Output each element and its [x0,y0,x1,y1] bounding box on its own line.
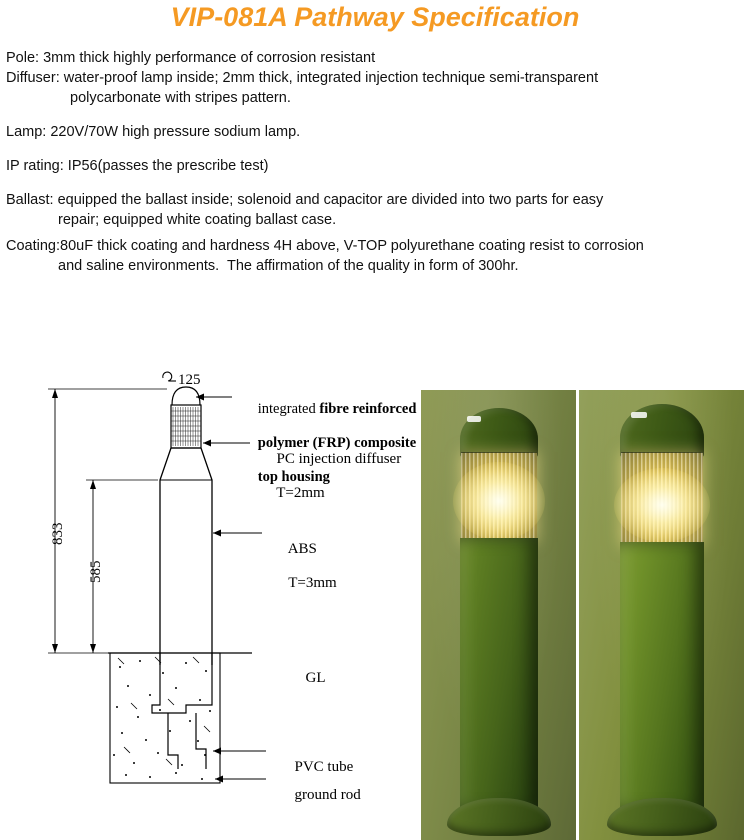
callout-diffuser-line2: T=2mm [276,485,325,501]
specification-text-block [6,48,746,276]
photo-body [460,538,538,810]
callout-abs [266,524,386,609]
callout-diffuser-line1: PC injection diffuser [276,451,402,467]
spec-line: and saline environments. The affirmation of the quality in form of 300hr. [58,258,519,274]
callout-ground-rod [272,770,361,821]
product-photo-left [421,390,576,840]
spec-line: Lamp: 220V/70W high pressure sodium lamp. [6,124,301,140]
photo-body [620,542,704,810]
spec-line: Ballast: equipped the ballast inside; solenoid and capacitor are divided into two parts for easy [6,192,604,208]
callout-top-housing-line3: top housing [257,469,330,485]
spacer [6,142,746,156]
callout-gl-line1: GL [305,670,326,686]
photo-diffuser [461,452,537,542]
spec-line: Pole: 3mm thick highly performance of corrosion resistant [6,50,376,66]
photo-diffuser [621,452,703,546]
technical-drawing [0,355,420,840]
product-photo-right [579,390,744,840]
dimension-pole-height: 585 [88,560,104,583]
spec-line: polycarbonate with stripes pattern. [70,90,291,106]
callout-top-housing-line2: polymer (FRP) composite [257,435,417,451]
callout-top-housing-line1-bold: fibre reinforced [319,401,417,417]
callout-top-housing-line1-plain: integrated [257,401,320,417]
photo-highlight [467,416,481,422]
callout-gl [283,653,326,704]
callout-pvc-tube-line1: PVC tube [294,759,354,775]
spec-line: Coating:80uF thick coating and hardness 4H above, V-TOP polyurethane coating resist to corrosion [6,238,644,254]
dimension-overall-height: 833 [50,522,66,545]
spec-line: IP rating: IP56(passes the prescribe test) [6,158,269,174]
spacer [6,176,746,190]
photo-highlight [631,412,647,418]
product-photos [413,390,750,840]
spacer [6,108,746,122]
spec-line: Diffuser: water-proof lamp inside; 2mm thick, integrated injection technique semi-transparent [6,70,599,86]
callout-diffuser [254,434,424,519]
callout-ground-rod-line1: ground rod [294,787,361,803]
dimension-top-diameter: 125 [178,372,201,388]
spec-line: repair; equipped white coating ballast case. [58,212,337,228]
page-title: VIP-081A Pathway Specification [170,2,580,32]
callout-abs-line2: T=3mm [288,575,337,591]
callout-abs-line1: ABS [287,541,317,557]
